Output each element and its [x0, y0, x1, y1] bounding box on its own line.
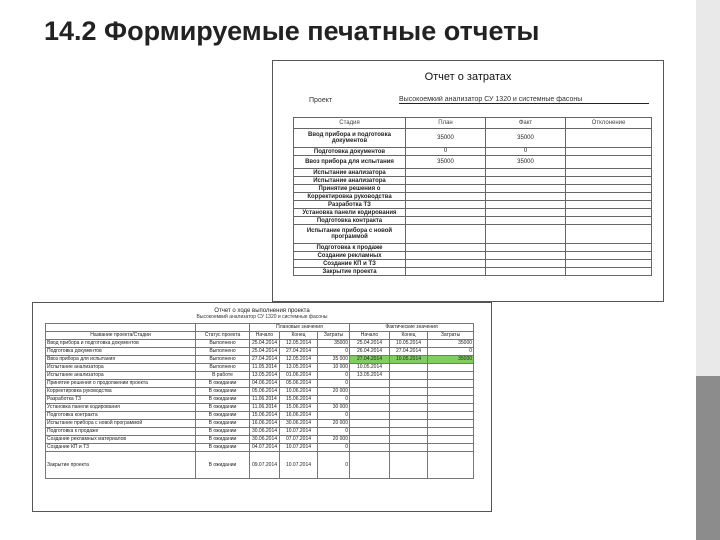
progress-cell: В ожидании	[196, 404, 250, 412]
project-label: Проект	[309, 97, 333, 104]
progress-cell: 35000	[428, 356, 474, 364]
progress-cell: 10.05.2014	[350, 364, 390, 372]
progress-cell: В ожидании	[196, 436, 250, 444]
progress-table-row	[46, 348, 474, 356]
progress-cell: 10.05.2014	[390, 356, 428, 364]
progress-cell: Ввод прибора и подготовка документов	[46, 340, 196, 348]
fact-cell	[486, 209, 566, 217]
stage-cell: Подготовка контракта	[294, 217, 406, 225]
progress-cell: 15.06.2014	[280, 404, 318, 412]
plan-cell: 0	[406, 148, 486, 156]
progress-table-row	[46, 380, 474, 388]
progress-cell: В ожидании	[196, 452, 250, 479]
progress-cell: Корректировка руководства	[46, 388, 196, 396]
progress-cell: 30 000	[318, 404, 350, 412]
deviation-cell	[566, 252, 652, 260]
progress-table-row	[46, 356, 474, 364]
column-header: Начало	[250, 332, 280, 340]
progress-cell	[428, 372, 474, 380]
progress-table-row	[46, 340, 474, 348]
progress-cell: 27.04.2014	[390, 348, 428, 356]
progress-cell: 10.05.2014	[390, 340, 428, 348]
progress-table-row	[46, 444, 474, 452]
progress-table-row	[46, 388, 474, 396]
progress-cell: 20 000	[318, 436, 350, 444]
progress-table-row	[46, 420, 474, 428]
progress-cell	[390, 436, 428, 444]
progress-cell: 13.05.2014	[350, 372, 390, 380]
progress-cell	[350, 444, 390, 452]
deviation-cell	[566, 185, 652, 193]
progress-cell	[428, 452, 474, 479]
progress-cell	[350, 396, 390, 404]
stage-cell: Ввоз прибора для испытания	[294, 156, 406, 169]
progress-report-title: Отчет о ходе выполнения проекта	[214, 308, 310, 314]
progress-column-header	[46, 332, 474, 340]
progress-cell	[428, 404, 474, 412]
cost-table-row	[294, 209, 652, 217]
progress-cell: Выполнено	[196, 348, 250, 356]
progress-cell: 10.07.2014	[280, 428, 318, 436]
progress-cell: 20 000	[318, 388, 350, 396]
stage-cell: Создание КП и ТЗ	[294, 260, 406, 268]
progress-cell: Принятие решения о продолжении проекта	[46, 380, 196, 388]
deviation-cell	[566, 260, 652, 268]
progress-cell: 10.06.2014	[280, 388, 318, 396]
progress-report-subtitle: Высокоемкий анализатор СУ 1320 и системные фасоны	[196, 314, 328, 320]
progress-cell	[350, 412, 390, 420]
column-header: Затраты	[318, 332, 350, 340]
group-spacer	[196, 324, 250, 332]
progress-cell: 25.04.2014	[250, 348, 280, 356]
progress-table	[45, 323, 474, 479]
plan-cell	[406, 185, 486, 193]
progress-cell: В ожидании	[196, 388, 250, 396]
progress-cell: 25.04.2014	[350, 340, 390, 348]
progress-cell: Выполнено	[196, 340, 250, 348]
column-header: Название проекта/Стадии	[46, 332, 196, 340]
progress-table-row	[46, 412, 474, 420]
progress-cell: 27.04.2014	[280, 348, 318, 356]
cost-table-row	[294, 225, 652, 244]
cost-table-row	[294, 193, 652, 201]
deviation-cell	[566, 201, 652, 209]
plan-cell	[406, 209, 486, 217]
progress-cell: Создание рекламных материалов	[46, 436, 196, 444]
progress-cell: 0	[318, 444, 350, 452]
cost-table-header	[294, 118, 652, 129]
progress-cell	[428, 444, 474, 452]
progress-cell	[428, 436, 474, 444]
cost-table-row	[294, 201, 652, 209]
deviation-cell	[566, 129, 652, 148]
deviation-cell	[566, 148, 652, 156]
progress-cell	[390, 452, 428, 479]
progress-cell: Подготовка контракта	[46, 412, 196, 420]
progress-cell: 0	[318, 412, 350, 420]
progress-cell: В работе	[196, 372, 250, 380]
progress-cell	[390, 388, 428, 396]
cost-table-row	[294, 148, 652, 156]
progress-cell: 30.06.2014	[250, 436, 280, 444]
progress-cell: Разработка ТЗ	[46, 396, 196, 404]
fact-cell	[486, 268, 566, 276]
plan-cell	[406, 201, 486, 209]
progress-cell	[390, 420, 428, 428]
plan-cell	[406, 225, 486, 244]
cost-table-row	[294, 268, 652, 276]
progress-table-row	[46, 428, 474, 436]
progress-table-row	[46, 396, 474, 404]
progress-cell	[390, 444, 428, 452]
fact-cell	[486, 244, 566, 252]
progress-cell	[390, 428, 428, 436]
progress-cell: 12.05.2014	[280, 356, 318, 364]
progress-cell	[428, 420, 474, 428]
cost-report-document	[272, 60, 664, 302]
column-header: Конец	[280, 332, 318, 340]
progress-cell	[428, 412, 474, 420]
progress-cell	[390, 380, 428, 388]
progress-cell: 27.04.2014	[350, 356, 390, 364]
progress-cell: 12.05.2014	[280, 340, 318, 348]
progress-cell: В ожидании	[196, 444, 250, 452]
cost-table	[293, 117, 652, 276]
deviation-cell	[566, 169, 652, 177]
cost-table-row	[294, 156, 652, 169]
fact-cell	[486, 185, 566, 193]
progress-cell: Закрытие проекта	[46, 452, 196, 479]
deviation-cell	[566, 217, 652, 225]
deviation-cell	[566, 193, 652, 201]
progress-table-row	[46, 404, 474, 412]
plan-cell	[406, 193, 486, 201]
column-header: Стадия	[294, 118, 406, 129]
deviation-cell	[566, 268, 652, 276]
progress-cell	[428, 380, 474, 388]
progress-cell: 04.06.2014	[250, 380, 280, 388]
progress-table-row	[46, 452, 474, 479]
progress-cell: 35000	[318, 340, 350, 348]
progress-cell: 25.04.2014	[250, 340, 280, 348]
progress-cell: Подготовка документов	[46, 348, 196, 356]
plan-cell	[406, 260, 486, 268]
group-planned: Плановые значения	[250, 324, 350, 332]
progress-table-row	[46, 372, 474, 380]
cost-table-row	[294, 252, 652, 260]
plan-cell	[406, 217, 486, 225]
progress-cell	[350, 380, 390, 388]
plan-cell	[406, 169, 486, 177]
fact-cell: 35000	[486, 129, 566, 148]
group-actual: Фактические значения	[350, 324, 474, 332]
progress-cell: Подготовка к продаже	[46, 428, 196, 436]
deviation-cell	[566, 156, 652, 169]
progress-cell: 09.07.2014	[250, 452, 280, 479]
column-header: Затраты	[428, 332, 474, 340]
progress-cell: 0	[318, 372, 350, 380]
progress-cell: 05.06.2014	[250, 388, 280, 396]
progress-cell	[390, 396, 428, 404]
progress-cell: 30.06.2014	[250, 428, 280, 436]
progress-cell	[390, 372, 428, 380]
progress-cell: 15.06.2014	[250, 412, 280, 420]
stage-cell: Установка панели кодирования	[294, 209, 406, 217]
progress-cell: 11.05.2014	[250, 364, 280, 372]
cost-report-title: Отчет о затратах	[424, 71, 512, 83]
stage-cell: Испытание анализатора	[294, 169, 406, 177]
deviation-cell	[566, 244, 652, 252]
plan-cell	[406, 244, 486, 252]
progress-cell: 13.05.2014	[250, 372, 280, 380]
progress-cell: В ожидании	[196, 428, 250, 436]
progress-cell: Создание КП и ТЗ	[46, 444, 196, 452]
column-header: Начало	[350, 332, 390, 340]
progress-group-header	[46, 324, 474, 332]
cost-table-row	[294, 129, 652, 148]
cost-table-row	[294, 244, 652, 252]
progress-cell: 11.06.2014	[250, 396, 280, 404]
fact-cell	[486, 193, 566, 201]
stage-cell: Закрытие проекта	[294, 268, 406, 276]
progress-cell: 15.06.2014	[280, 396, 318, 404]
stage-cell: Испытание прибора с новой программой	[294, 225, 406, 244]
fact-cell	[486, 260, 566, 268]
plan-cell	[406, 268, 486, 276]
progress-cell: 0	[318, 428, 350, 436]
progress-table-row	[46, 436, 474, 444]
progress-cell: 16.06.2014	[250, 420, 280, 428]
progress-cell: 27.04.2014	[250, 356, 280, 364]
progress-cell: В ожидании	[196, 420, 250, 428]
plan-cell: 35000	[406, 156, 486, 169]
progress-cell	[350, 420, 390, 428]
stage-cell: Ввод прибора и подготовка документов	[294, 129, 406, 148]
progress-cell: 10 000	[318, 364, 350, 372]
progress-cell: 26.04.2014	[350, 348, 390, 356]
deviation-cell	[566, 177, 652, 185]
column-header: Статус проекта	[196, 332, 250, 340]
progress-cell	[350, 404, 390, 412]
progress-cell: 13.05.2014	[280, 364, 318, 372]
progress-cell: Испытание анализатора	[46, 372, 196, 380]
progress-cell	[350, 452, 390, 479]
progress-cell	[428, 364, 474, 372]
stage-cell: Принятие решения о	[294, 185, 406, 193]
progress-table-row	[46, 364, 474, 372]
progress-cell: Выполнено	[196, 356, 250, 364]
fact-cell	[486, 217, 566, 225]
deviation-cell	[566, 209, 652, 217]
progress-cell: 04.07.2014	[250, 444, 280, 452]
progress-cell: 0	[318, 452, 350, 479]
stage-cell: Корректировка руководства	[294, 193, 406, 201]
cost-table-row	[294, 169, 652, 177]
column-header: Отклонение	[566, 118, 652, 129]
progress-cell: 0	[318, 396, 350, 404]
fact-cell	[486, 252, 566, 260]
fact-cell	[486, 201, 566, 209]
progress-cell: Выполнено	[196, 364, 250, 372]
stage-cell: Испытание анализатора	[294, 177, 406, 185]
progress-cell: 07.07.2014	[280, 436, 318, 444]
column-header: Факт	[486, 118, 566, 129]
plan-cell	[406, 252, 486, 260]
progress-cell: 0	[318, 348, 350, 356]
fact-cell	[486, 169, 566, 177]
progress-cell: Испытание прибора с новой программой	[46, 420, 196, 428]
stage-cell: Разработка ТЗ	[294, 201, 406, 209]
progress-cell: 30.06.2014	[280, 420, 318, 428]
progress-cell	[390, 404, 428, 412]
project-value: Высокоемкий анализатор СУ 1320 и системные фасоны	[399, 96, 649, 104]
progress-cell: 01.06.2014	[280, 372, 318, 380]
progress-cell	[428, 428, 474, 436]
progress-cell	[350, 428, 390, 436]
progress-cell: В ожидании	[196, 396, 250, 404]
fact-cell: 35000	[486, 156, 566, 169]
progress-cell: 05.06.2014	[280, 380, 318, 388]
progress-cell: 0	[318, 380, 350, 388]
plan-cell	[406, 177, 486, 185]
progress-cell: 10.07.2014	[280, 444, 318, 452]
progress-cell	[390, 364, 428, 372]
progress-cell: Ввоз прибора для испытания	[46, 356, 196, 364]
fact-cell	[486, 177, 566, 185]
progress-cell: 0	[428, 348, 474, 356]
progress-cell: В ожидании	[196, 380, 250, 388]
cost-table-row	[294, 185, 652, 193]
column-header: Конец	[390, 332, 428, 340]
progress-cell: 11.06.2014	[250, 404, 280, 412]
stage-cell: Подготовка документов	[294, 148, 406, 156]
progress-report-document	[32, 302, 492, 512]
progress-cell: 35 000	[318, 356, 350, 364]
progress-cell: Испытание анализатора	[46, 364, 196, 372]
progress-cell	[428, 396, 474, 404]
progress-cell	[390, 412, 428, 420]
progress-cell: 20 000	[318, 420, 350, 428]
group-spacer	[46, 324, 196, 332]
progress-cell: 16.06.2014	[280, 412, 318, 420]
fact-cell	[486, 225, 566, 244]
progress-cell	[350, 388, 390, 396]
stage-cell: Подготовка к продаже	[294, 244, 406, 252]
progress-cell: Установка панели кодирования	[46, 404, 196, 412]
fact-cell: 0	[486, 148, 566, 156]
stage-cell: Создание рекламных	[294, 252, 406, 260]
progress-cell: В ожидании	[196, 412, 250, 420]
progress-cell	[350, 436, 390, 444]
deviation-cell	[566, 225, 652, 244]
progress-cell: 35000	[428, 340, 474, 348]
progress-cell	[428, 388, 474, 396]
cost-table-row	[294, 217, 652, 225]
slide-title: 14.2 Формируемые печатные отчеты	[44, 16, 540, 46]
cost-table-row	[294, 260, 652, 268]
cost-table-row	[294, 177, 652, 185]
right-sidebar-dark-strip	[696, 376, 720, 540]
column-header: План	[406, 118, 486, 129]
progress-cell: 10.07.2014	[280, 452, 318, 479]
plan-cell: 35000	[406, 129, 486, 148]
